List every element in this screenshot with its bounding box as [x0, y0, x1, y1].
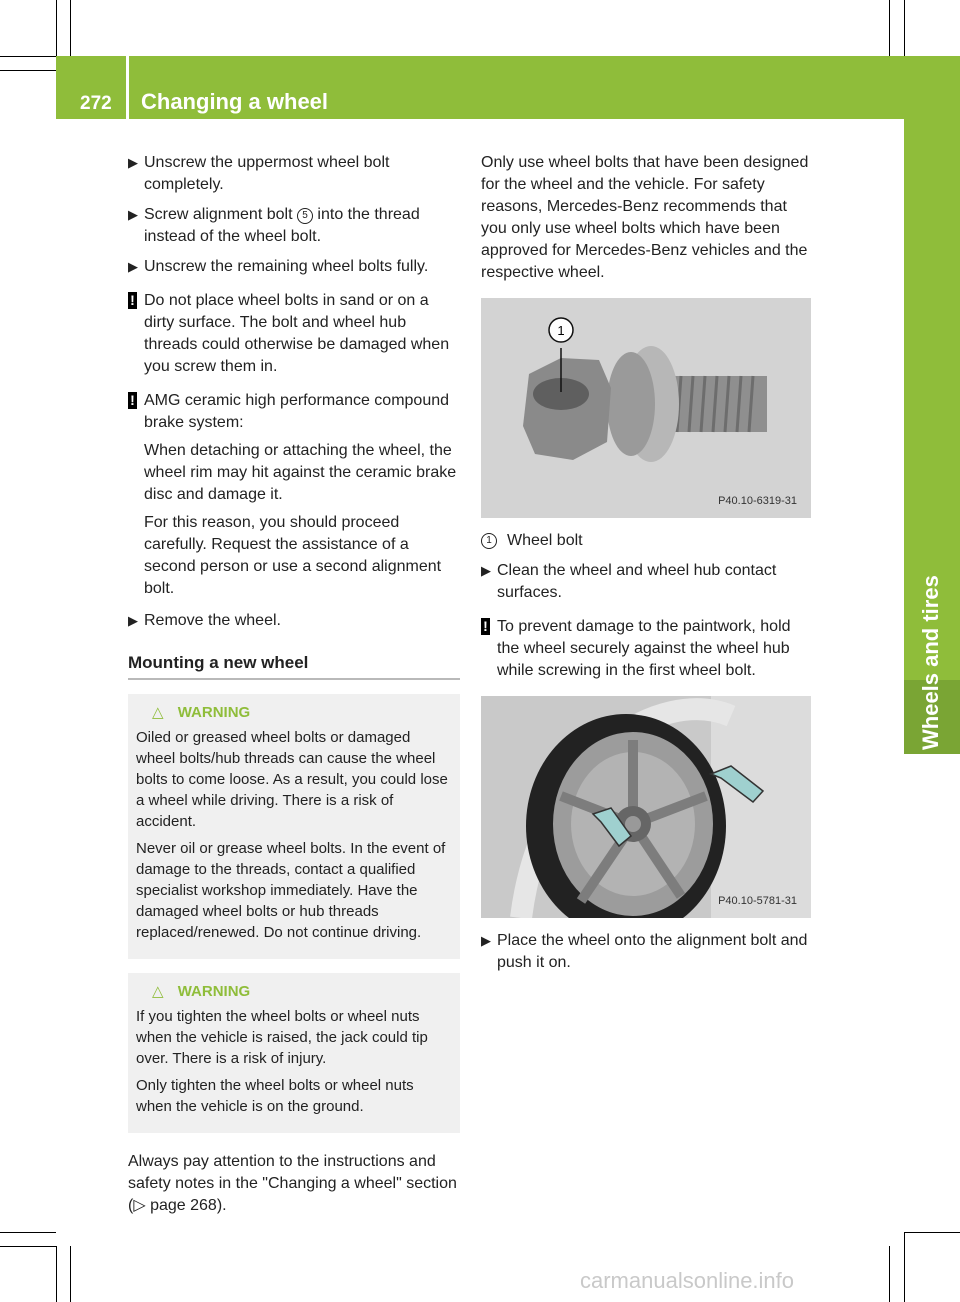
arrow-icon: ▶	[481, 933, 491, 948]
crop-mark	[889, 0, 890, 56]
right-column	[481, 152, 813, 982]
crop-mark	[904, 1232, 905, 1302]
watermark: carmanualsonline.info	[580, 1268, 795, 1293]
callout-marker: 5	[297, 208, 313, 224]
side-tab-label: Wheels and tires	[918, 575, 943, 750]
figure-caption: P40.10-6319-31	[718, 495, 797, 507]
step-item: ▶ Screw alignment bolt 5 into the thread instead of the wheel bolt.	[128, 206, 420, 245]
arrow-icon: ▶	[128, 613, 138, 628]
warning-triangle-icon: △	[152, 983, 164, 1000]
exclamation-icon: !	[128, 292, 137, 309]
crop-mark	[904, 0, 905, 56]
intro-paragraph: Only use wheel bolts that have been designed for the wheel and the vehicle. For safety reasons, Mercedes-Benz recommends that you only use wheel bolts which have been approved for Mercedes-Benz vehicles and the respective wheel.	[481, 154, 809, 281]
step-item: ▶ Clean the wheel and wheel hub contact surfaces.	[481, 562, 777, 601]
warning-box: △ WARNING Oiled or greased wheel bolts or damaged wheel bolts/hub threads can cause the wheel bolts to come loose. As a result, you could lose a wheel while driving. There is a risk of accident. Never oil or grease wheel bolts. In the event of damage to the threads, contact a qualified specialist workshop immediately. Have the damaged wheel bolts or hub threads replaced/renewed. Do not continue driving.	[128, 694, 460, 959]
crop-mark	[904, 1232, 960, 1233]
exclamation-icon: !	[481, 618, 490, 635]
crop-mark	[0, 56, 56, 57]
caution-note: ! AMG ceramic high performance compound brake system: When detaching or attaching the wheel, the wheel rim may hit against the ceramic brake disc and damage it. For this reason, you should proceed carefully. Request the assistance of a second person or use a second alignment bolt.	[128, 390, 460, 600]
caution-note: ! Do not place wheel bolts in sand or on a dirty surface. The bolt and wheel hub threads could otherwise be damaged when you screw them in.	[128, 290, 460, 378]
crop-mark	[56, 1246, 57, 1302]
left-column	[128, 152, 460, 1233]
step-item: ▶ Place the wheel onto the alignment bolt and push it on.	[481, 932, 808, 971]
wheel-bolt-illustration	[481, 298, 811, 518]
arrow-icon: ▶	[128, 155, 138, 170]
step-item: ▶ Remove the wheel.	[128, 610, 460, 632]
crop-mark	[70, 0, 71, 56]
crop-mark	[889, 1246, 890, 1302]
crop-mark	[70, 1246, 71, 1302]
step-item: ▶ Unscrew the uppermost wheel bolt completely.	[128, 154, 390, 193]
header-divider	[126, 56, 129, 119]
legend-item: 1 Wheel bolt	[481, 530, 813, 552]
section-title: Changing a wheel	[141, 89, 329, 114]
crop-mark	[0, 1232, 56, 1233]
wheel-mounting-illustration	[481, 696, 811, 918]
warning-box: △ WARNING If you tighten the wheel bolts or wheel nuts when the vehicle is raised, the jack could tip over. There is a risk of injury. Only tighten the wheel bolts or wheel nuts when the vehicle is on the ground.	[128, 973, 460, 1133]
crop-mark	[0, 70, 56, 71]
wheel-mounting-figure	[481, 696, 811, 918]
subheading: Mounting a new wheel	[128, 652, 460, 680]
exclamation-icon: !	[128, 392, 137, 409]
warning-heading: △ WARNING	[152, 704, 251, 721]
side-tab-label-wrap	[918, 560, 946, 750]
arrow-icon: ▶	[128, 259, 138, 274]
arrow-icon: ▶	[481, 563, 491, 578]
figure-caption: P40.10-5781-31	[718, 895, 797, 907]
arrow-icon: ▶	[128, 207, 138, 222]
caution-note: ! To prevent damage to the paintwork, hold the wheel securely against the wheel hub while screwing in the first wheel bolt.	[481, 616, 813, 682]
legend-number: 1	[481, 533, 497, 549]
figure1-callout: 1	[557, 323, 565, 338]
warning-heading: △ WARNING	[152, 983, 251, 1000]
closing-paragraph: Always pay attention to the instructions and safety notes in the "Changing a wheel" section (▷ page 268).	[128, 1153, 457, 1214]
crop-mark	[56, 0, 57, 56]
wheel-bolt-figure	[481, 298, 811, 518]
page-number: 272	[80, 93, 112, 114]
crop-mark	[0, 1246, 56, 1247]
step-item: ▶ Unscrew the remaining wheel bolts fully.	[128, 256, 460, 278]
warning-triangle-icon: △	[152, 704, 164, 721]
